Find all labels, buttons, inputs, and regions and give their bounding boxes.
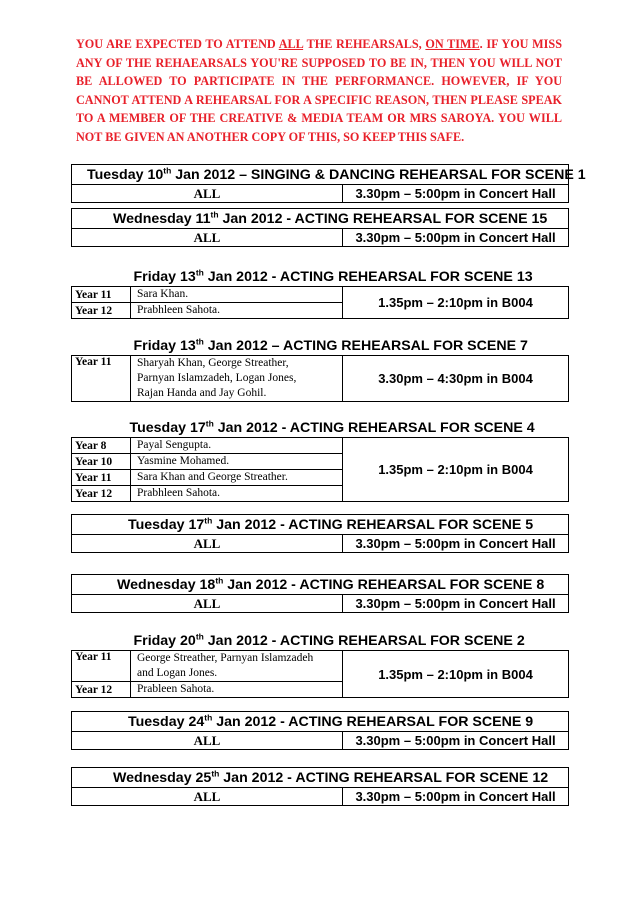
student-names-line: and Logan Jones.	[137, 667, 218, 679]
attendees-all: ALL	[72, 732, 343, 750]
rehearsal-scene-1	[71, 164, 586, 203]
student-names: Prabhleen Sahota.	[131, 303, 343, 319]
rehearsal-heading: Tuesday 24th Jan 2012 - ACTING REHEARSAL FOR SCENE 9	[72, 712, 569, 732]
notice-emphasis-all: ALL	[278, 37, 304, 51]
student-names-line: Sharyah Khan, George Streather,	[137, 357, 289, 369]
rehearsal-scene-15	[71, 208, 569, 247]
rehearsal-heading: Tuesday 17th Jan 2012 - ACTING REHEARSAL FOR SCENE 5	[72, 515, 569, 535]
year-group: Year 12	[72, 303, 131, 319]
time-location: 3.30pm – 5:00pm in Concert Hall	[343, 535, 569, 553]
year-group: Year 8	[72, 438, 131, 454]
time-location: 1.35pm – 2:10pm in B004	[343, 651, 569, 698]
student-names: Sara Khan and George Streather.	[131, 470, 343, 486]
rehearsal-heading: Friday 13th Jan 2012 – ACTING REHEARSAL FOR SCENE 7	[133, 335, 528, 354]
year-group: Year 11	[72, 470, 131, 486]
student-names: Prableen Sahota.	[131, 682, 343, 698]
rehearsal-heading: Friday 20th Jan 2012 - ACTING REHEARSAL FOR SCENE 2	[133, 630, 525, 649]
rehearsal-heading: Friday 13th Jan 2012 - ACTING REHEARSAL FOR SCENE 13	[133, 266, 533, 285]
student-names: Payal Sengupta.	[131, 438, 343, 454]
rehearsal-scene-4	[71, 418, 569, 502]
student-names-line: George Streather, Parnyan Islamzadeh	[137, 652, 314, 664]
time-location: 3.30pm – 5:00pm in Concert Hall	[343, 788, 569, 806]
attendees-all: ALL	[72, 185, 343, 203]
year-group: Year 11	[72, 287, 131, 303]
rehearsal-scene-8	[71, 574, 569, 613]
attendees-all: ALL	[72, 788, 343, 806]
time-location: 3.30pm – 5:00pm in Concert Hall	[343, 185, 569, 203]
notice-text: YOU ARE EXPECTED TO ATTEND	[76, 37, 279, 51]
rehearsal-heading: Wednesday 18th Jan 2012 - ACTING REHEARSAL FOR SCENE 8	[72, 575, 569, 595]
year-group: Year 11	[72, 356, 131, 402]
rehearsal-heading: Tuesday 17th Jan 2012 - ACTING REHEARSAL FOR SCENE 4	[129, 417, 535, 436]
time-location: 3.30pm – 5:00pm in Concert Hall	[343, 732, 569, 750]
rehearsal-heading: Tuesday 10th Jan 2012 – SINGING & DANCING REHEARSAL FOR SCENE 1	[72, 165, 569, 185]
year-group: Year 12	[72, 682, 131, 698]
year-group: Year 10	[72, 454, 131, 470]
notice-emphasis-on-time: ON TIME	[425, 37, 480, 51]
rehearsal-scene-13	[71, 267, 569, 319]
time-location: 3.30pm – 4:30pm in B004	[343, 356, 569, 402]
year-group: Year 11	[72, 651, 131, 682]
notice-text: THE REHEARSALS,	[303, 37, 426, 51]
rehearsal-scene-7	[71, 336, 569, 402]
time-location: 1.35pm – 2:10pm in B004	[343, 438, 569, 502]
rehearsal-scene-12	[71, 767, 569, 806]
year-group: Year 12	[72, 486, 131, 502]
time-location: 1.35pm – 2:10pm in B004	[343, 287, 569, 319]
rehearsal-heading: Wednesday 25th Jan 2012 - ACTING REHEARSAL FOR SCENE 12	[72, 768, 569, 788]
time-location: 3.30pm – 5:00pm in Concert Hall	[343, 595, 569, 613]
student-names-line: Rajan Handa and Jay Gohil.	[137, 387, 267, 399]
student-names: Sara Khan.	[131, 287, 343, 303]
student-names	[131, 651, 343, 682]
student-names	[131, 356, 343, 402]
time-location: 3.30pm – 5:00pm in Concert Hall	[343, 229, 569, 247]
rehearsal-heading: Wednesday 11th Jan 2012 - ACTING REHEARSAL FOR SCENE 15	[72, 209, 569, 229]
attendance-notice	[76, 35, 562, 146]
notice-text: . IF YOU MISS ANY OF THE REHAEARSALS YOU'RE SUPPOSED TO BE IN, THEN YOU WILL NOT BE ALLOWED TO PARTICIPATE IN THE PERFORMANCE. HOWEVER, IF YOU CANNOT ATTEND A REHEARSAL FOR A SPECIFIC REASON, THEN PLEASE SPEAK TO A MEMBER OF THE CREATIVE & MEDIA TEAM OR MRS SAROYA. YOU WILL NOT BE GIVEN AN ANOTHER COPY OF THIS, SO KEEP THIS SAFE.	[76, 37, 562, 144]
rehearsal-scene-9	[71, 711, 569, 750]
attendees-all: ALL	[72, 229, 343, 247]
student-names: Prabhleen Sahota.	[131, 486, 343, 502]
student-names-line: Parnyan Islamzadeh, Logan Jones,	[137, 372, 297, 384]
rehearsal-scene-2	[71, 631, 569, 698]
attendees-all: ALL	[72, 535, 343, 553]
rehearsal-scene-5	[71, 514, 569, 553]
student-names: Yasmine Mohamed.	[131, 454, 343, 470]
attendees-all: ALL	[72, 595, 343, 613]
